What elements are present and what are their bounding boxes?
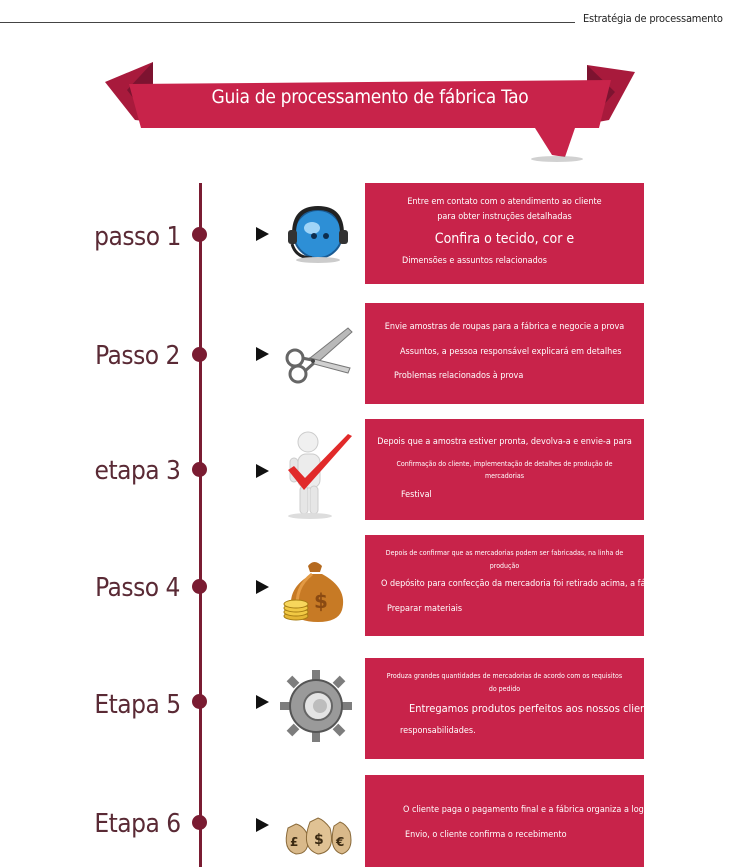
card-line: Entre em contato com o atendimento ao cliente (407, 197, 602, 207)
step-label: passo 1 (94, 222, 181, 252)
arrow-right-icon (256, 695, 269, 709)
card-line: Dimensões e assuntos relacionados (402, 256, 547, 266)
card-line: para obter instruções detalhadas (437, 212, 572, 222)
step-label: Passo 4 (95, 573, 180, 603)
card-line: Envie amostras de roupas para a fábrica e negocie a prova (384, 322, 625, 332)
svg-text:$: $ (314, 832, 324, 848)
top-rule (0, 22, 575, 23)
card-line: mercadorias (484, 472, 525, 480)
arrow-right-icon (256, 580, 269, 594)
banner-ribbon-icon (105, 62, 635, 167)
scissors-icon (278, 318, 354, 394)
card-line: Festival (401, 490, 432, 500)
money-bags-currency-icon (278, 792, 354, 868)
card-line: O depósito para confecção da mercadoria foi retirado acima, a fábrica (381, 579, 666, 589)
step-label: etapa 3 (94, 456, 181, 486)
card-line: do pedido (488, 685, 521, 693)
step-card (365, 775, 666, 867)
step-card (365, 419, 644, 520)
card-line: Problemas relacionados à prova (394, 371, 524, 381)
person-checkmark-icon (278, 430, 354, 520)
timeline-line (199, 183, 202, 867)
card-line: Confirmação do cliente, implementação de detalhes de produção de (396, 460, 613, 468)
section-label: Estratégia de processamento (583, 12, 723, 25)
banner-title: Guia de processamento de fábrica Tao (211, 86, 529, 108)
card-line: Confira o tecido, cor e (434, 231, 575, 247)
card-line: responsabilidades. (400, 726, 476, 736)
svg-text:$: $ (314, 589, 328, 613)
card-line: Produza grandes quantidades de mercadorias de acordo com os requisitos (386, 672, 623, 680)
step-label: Etapa 5 (94, 690, 181, 720)
card-line: Depois que a amostra estiver pronta, devolva-a e envie-a para (377, 437, 632, 447)
arrow-right-icon (256, 464, 269, 478)
card-line: Entregamos produtos perfeitos aos nossos clientes (409, 702, 662, 715)
arrow-right-icon (256, 818, 269, 832)
step-label: Passo 2 (95, 341, 180, 371)
title-banner (105, 62, 635, 167)
step-card (365, 303, 644, 404)
card-line: produção (489, 562, 520, 570)
card-line: Envio, o cliente confirma o recebimento (405, 830, 567, 840)
arrow-right-icon (256, 347, 269, 361)
money-bag-coins-icon (278, 552, 354, 628)
gear-icon (278, 668, 354, 744)
step-card (365, 658, 662, 759)
svg-text:€: € (336, 835, 345, 849)
card-line: Depois de confirmar que as mercadorias podem ser fabricadas, na linha de (385, 549, 624, 557)
step-card (365, 183, 644, 284)
card-line: O cliente paga o pagamento final e a fábrica organiza a logística (403, 805, 666, 815)
step-card (365, 535, 666, 636)
card-line: Assuntos, a pessoa responsável explicará em detalhes (400, 347, 622, 357)
step-label: Etapa 6 (94, 809, 181, 839)
arrow-right-icon (256, 227, 269, 241)
svg-text:£: £ (290, 835, 299, 849)
headset-support-icon (278, 198, 354, 274)
card-line: Preparar materiais (387, 604, 463, 614)
